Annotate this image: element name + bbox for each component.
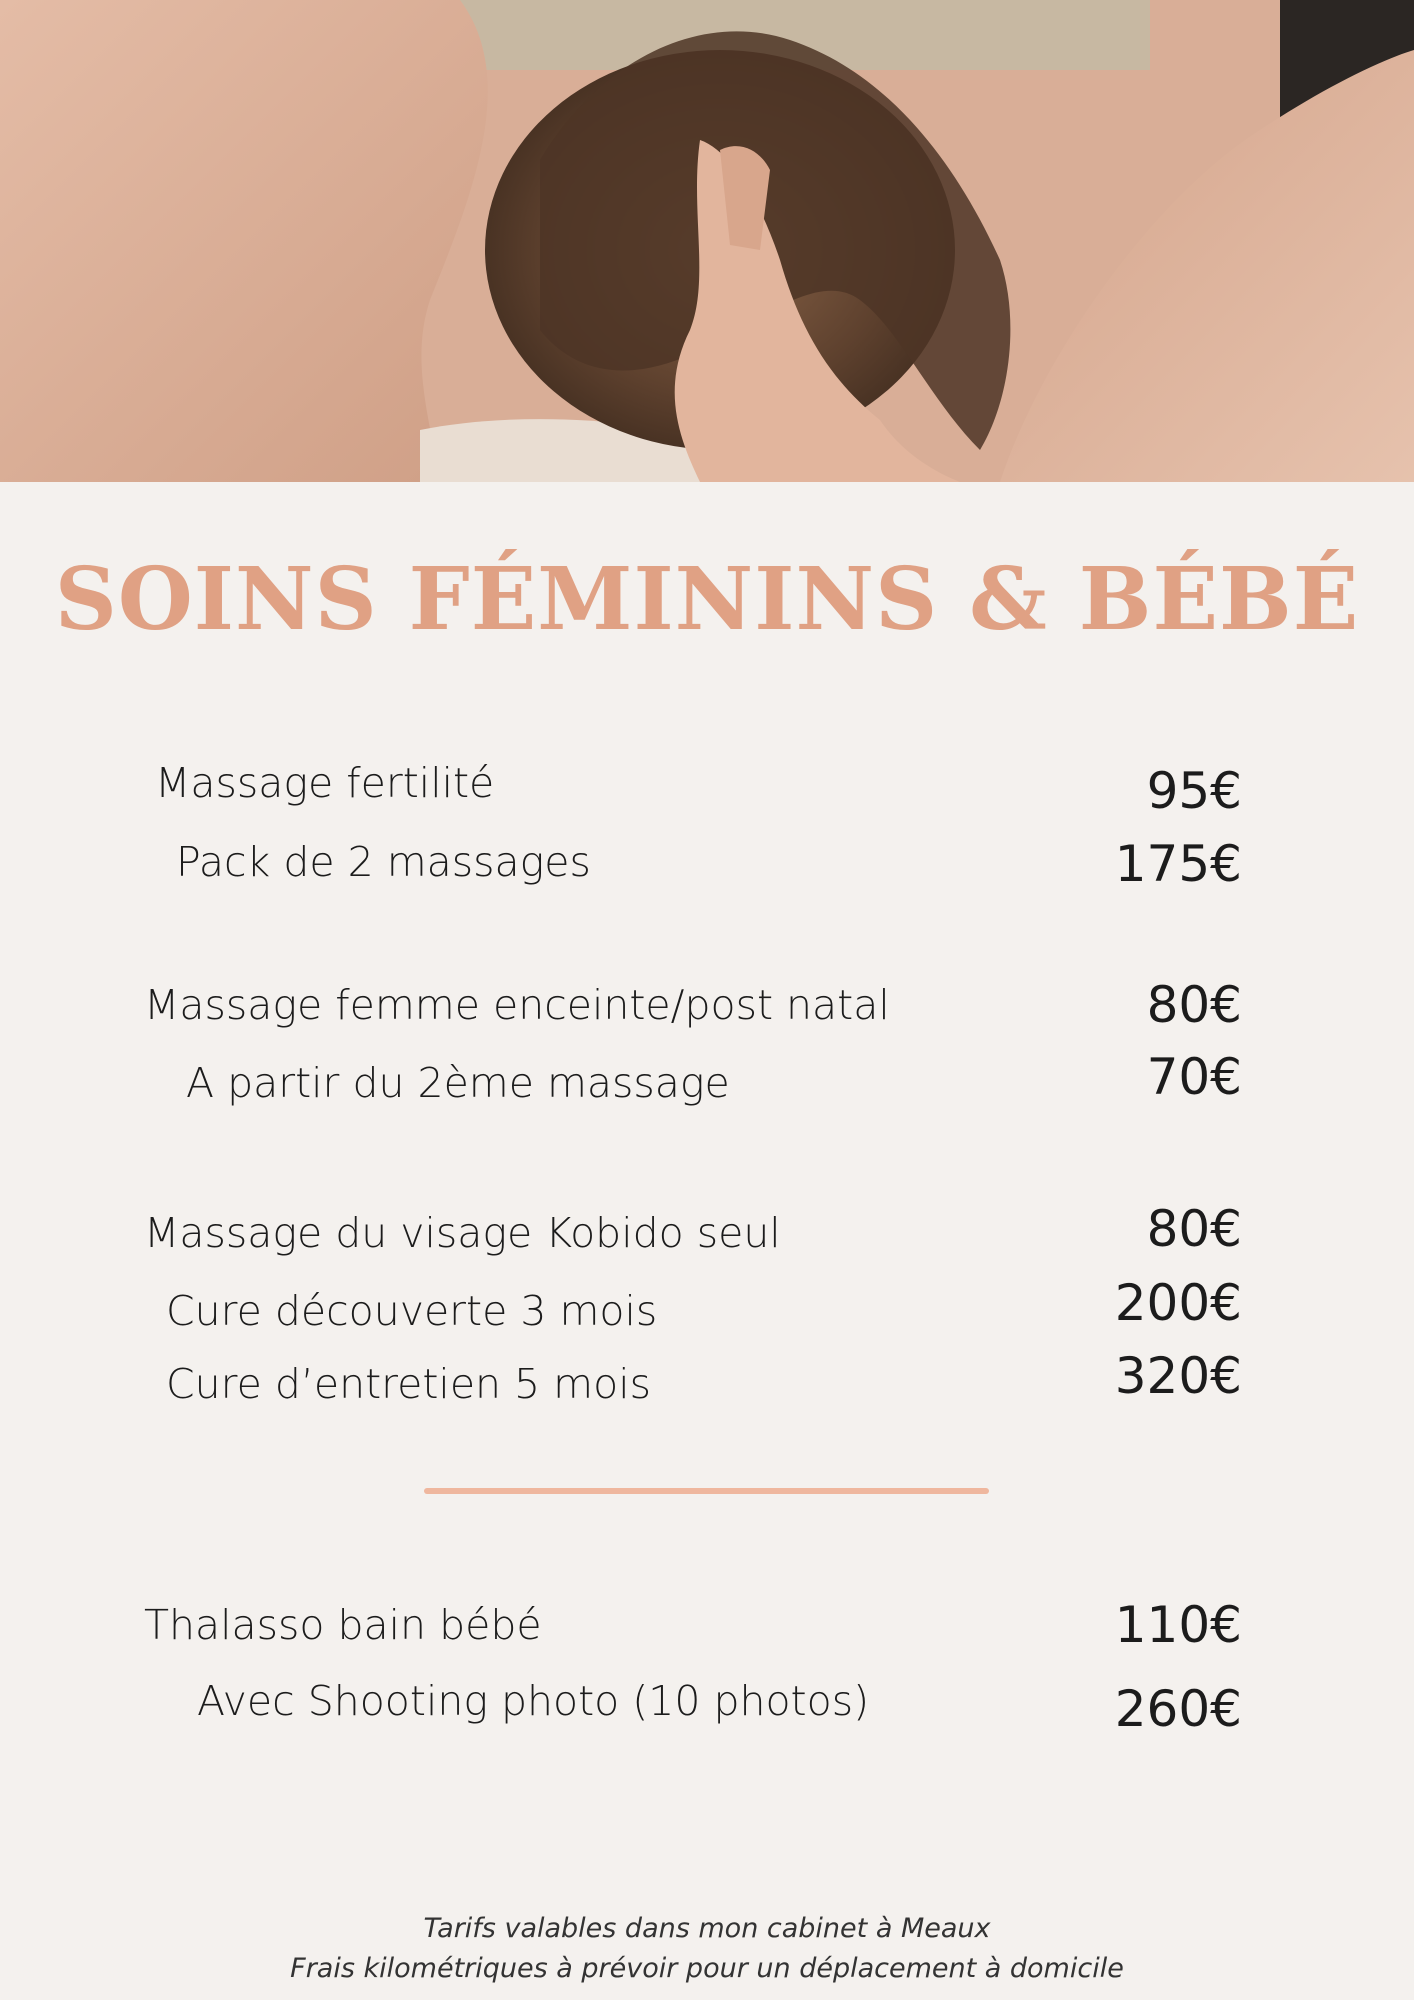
list-item — [0, 832, 1414, 892]
item-price: 110€ — [1114, 1596, 1242, 1654]
footer-note-location: Tarifs valables dans mon cabinet à Meaux — [423, 1913, 991, 1944]
item-label: Massage du visage Kobido seul — [144, 1209, 781, 1257]
item-price: 175€ — [1114, 835, 1242, 893]
item-price: 80€ — [1146, 976, 1242, 1034]
list-item — [0, 753, 1414, 820]
section-divider — [424, 1488, 989, 1494]
list-item — [0, 1048, 1414, 1113]
item-price: 80€ — [1146, 1200, 1242, 1258]
item-label: Avec Shooting photo (10 photos) — [197, 1677, 870, 1725]
item-label: A partir du 2ème massage — [186, 1059, 730, 1107]
list-item — [0, 1595, 1414, 1655]
list-item — [0, 975, 1414, 1035]
item-price: 260€ — [1114, 1680, 1242, 1738]
item-price: 200€ — [1114, 1274, 1242, 1332]
list-item — [0, 1671, 1414, 1738]
footer-note-travel: Frais kilométriques à prévoir pour un déplacement à domicile — [290, 1953, 1124, 1984]
item-label: Massage fertilité — [155, 759, 495, 807]
item-label: Massage femme enceinte/post natal — [144, 981, 890, 1029]
item-price: 320€ — [1114, 1347, 1242, 1405]
list-item — [0, 1347, 1414, 1414]
hero-photo — [0, 0, 1414, 482]
hero-photo-illustration — [0, 0, 1414, 482]
item-label: Thalasso bain bébé — [144, 1601, 542, 1649]
item-price: 95€ — [1146, 762, 1242, 820]
list-item — [0, 1200, 1414, 1263]
item-price: 70€ — [1146, 1048, 1242, 1106]
list-item — [0, 1274, 1414, 1341]
item-label: Cure d’entretien 5 mois — [166, 1360, 651, 1408]
page-title: SOINS FÉMININS & BÉBÉ — [54, 549, 1360, 650]
item-label: Pack de 2 massages — [176, 838, 591, 886]
item-label: Cure découverte 3 mois — [166, 1287, 658, 1335]
